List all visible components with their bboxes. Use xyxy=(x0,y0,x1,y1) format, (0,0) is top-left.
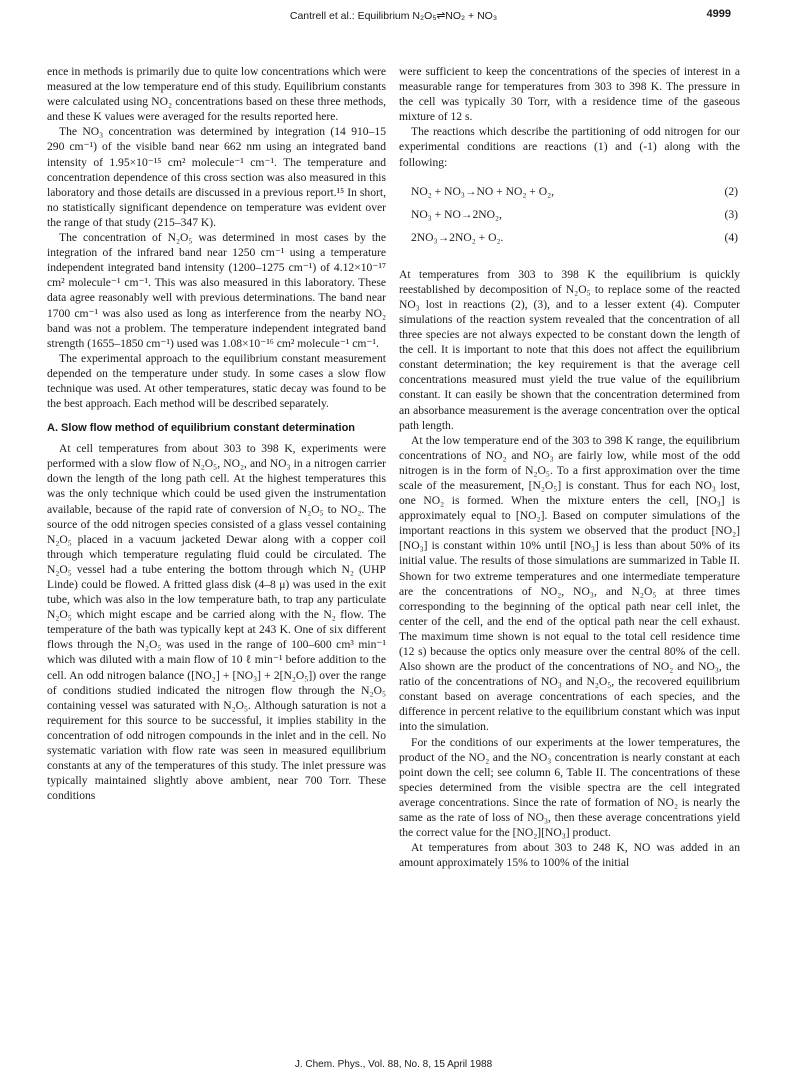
left-column xyxy=(47,64,386,803)
equation-number: (3) xyxy=(724,207,738,221)
paragraph: At temperatures from 303 to 398 K the equilibrium is quickly reestablished by decomposition of N₂O₅ to replace some of the reacted NO₃ lost in reactions (2), (3), and to a lesser extent (4). Computer simulations of the reaction system revealed that the concentration of all three species are not always expected to be constant down the length of the cell. It is important to note that this does not affect the equilibrium constant determination; the key requirement is that the average cell concentrations measured must yield the true value of the equilibrium constant. It can easily be shown that the concentration determined from an absorbance measurement is the average concentration over the optical path length. xyxy=(399,267,740,432)
equation-expression: NO₂ + NO₃→NO + NO₂ + O₂, xyxy=(411,184,555,198)
equation xyxy=(399,226,740,249)
equation-number: (4) xyxy=(724,230,738,244)
running-title: Cantrell et al.: Equilibrium N₂O₅⇌NO₂ + NO₃ xyxy=(289,10,498,22)
journal-citation-footer: J. Chem. Phys., Vol. 88, No. 8, 15 April 1988 xyxy=(294,1059,493,1070)
paragraph: At the low temperature end of the 303 to 398 K range, the equilibrium concentrations of NO₂ and NO₃ are fairly low, while most of the odd nitrogen is in the form of N₂O₅. To a first approximation over the time scale of the measurement, [N₂O₅] is constant. Thus for each NO₃ lost, one NO₂ is formed. When the mixture enters the cell, [NO₃] is approximately equal to [NO₂]. Based on computer simulations of the important reactions in this system we observed that the product [NO₂][NO₃] is constant within 10% until [NO₃] is less than about 50% of its initial value. The results of those simulations are summarized in Table II. Shown for two extreme temperatures and one intermediate temperature are the concentrations of NO₂, NO₃, and N₂O₅ at three times corresponding to the beginning of the optical path near cell inlet, the center of the cell, and the end of the optical path near the cell exhaust. The maximum time shown is not equal to the total cell residence time (12 s) because the optics only measure over the central 80% of the cell. Also shown are the product of the concentrations of NO₂ and NO₃, the ratio of the concentrations of NO₃ and N₂O₅, the recovered equilibrium constant based on average concentrations of each species, and the difference in percent relative to the equilibrium constant which was input into the simulation. xyxy=(399,433,740,734)
section-heading: A. Slow flow method of equilibrium constant determination xyxy=(47,422,356,435)
paragraph: The experimental approach to the equilibrium constant measurement depended on the temperature under study. In some cases a slow flow technique was used. At other temperatures, static decay was found to be the best approach. Each method will be described separately. xyxy=(47,351,386,411)
equation-expression: 2NO₃→2NO₂ + O₂. xyxy=(411,230,504,244)
equation-expression: NO₃ + NO→2NO₂, xyxy=(411,207,502,221)
paragraph: At temperatures from about 303 to 248 K, NO was added in an amount approximately 15% to 100% of the initial xyxy=(399,841,740,870)
paragraph: At cell temperatures from about 303 to 398 K, experiments were performed with a slow flow of N₂O₅, NO₂, and NO₃ in a nitrogen carrier down the length of the long path cell. At the highest temperatures this was the only technique which could be used given the instrumentation available, because of the rapid rate of conversion of N₂O₅ to NO₂. The source of the odd nitrogen species consisted of a glass vessel containing N₂O₅ placed in a vacuum jacketed Dewar along with a copper coil through which temperature regulating fluid could be circulated. The N₂O₅ vessel had a tube entering the bottom through which N₂ (UHP Linde) could be flowed. A fritted glass disk (4–8 μ) was used in the exit tube, which was also in the low temperature bath, to trap any particulate N₂O₅ which might escape and be carried along with the N₂ flow. The temperature of the bath was typically kept at 243 K. One of six different flows through the N₂O₅ was used in the range of 100–600 cm³ min⁻¹ which was diluted with a main flow of 10 ℓ min⁻¹ before addition to the cell. An odd nitrogen balance ([NO₂] + [NO₃] + 2[N₂O₅]) over the range of conditions studied indicated the nitrogen flow through the N₂O₅ containing vessel was saturated with N₂O₅. Although saturation is not a requirement for this source to be successful, it implies stability in the concentration of odd nitrogen compounds in the inlet and in the cell. No systematic variation with flow rate was seen in measured equilibrium constants at any of the temperatures of this study. The inlet pressure was typically maintained slightly above ambient, near 700 Torr. These conditions xyxy=(47,442,386,803)
paragraph: The NO₃ concentration was determined by integration (14 910–15 290 cm⁻¹) of the visible band near 662 nm using an integrated band intensity of 1.95×10⁻¹⁵ cm² molecule⁻¹ cm⁻¹. The temperature and concentration dependence of this cross section was also measured in this laboratory and those details are discussed in a previous report.¹⁵ In short, no statistically significant dependence on temperature was evident over the range of that study (215–347 K). xyxy=(47,125,386,229)
equation xyxy=(399,180,740,203)
paragraph: The reactions which describe the partitioning of odd nitrogen for our experimental conditions are reactions (1) and (-1) along with the following: xyxy=(399,125,740,169)
paragraph: ence in methods is primarily due to quite low concentrations which were measured at the low temperature end of this study. Equilibrium constants were calculated using NO₂ concentrations based on these three methods, and these K values were averaged for the results reported here. xyxy=(47,65,386,124)
paragraph: were sufficient to keep the concentrations of the species of interest in a measurable range for temperatures from 303 to 398 K. The pressure in the cell was typically 30 Torr, with a residence time of the gaseous mixture of 12 s. xyxy=(399,65,740,124)
paragraph: The concentration of N₂O₅ was determined in most cases by the integration of the infrared band near 1250 cm⁻¹ using a temperature independent integrated band intensity (1200–1275 cm⁻¹) of 4.12×10⁻¹⁷ cm² molecule⁻¹ cm⁻¹. This was also measured in this laboratory. These data agree reasonably well with previous determinations. The band near 1700 cm⁻¹ was also used as long as interference from the nearby NO₂ band was not a problem. The temperature independent integrated band strength (1655–1850 cm⁻¹) used was 1.08×10⁻¹⁶ cm² molecule⁻¹ cm⁻¹. xyxy=(47,231,386,350)
equation xyxy=(399,203,740,226)
page-number: 4999 xyxy=(706,8,731,20)
right-column xyxy=(399,64,740,870)
running-header xyxy=(0,8,787,26)
paragraph: For the conditions of our experiments at the lower temperatures, the product of the NO₂ and the NO₃ concentration is nearly constant at each point down the cell; see column 6, Table II. The concentrations of these species determined from the visible spectra are the cell integrated average concentrations. Since the rate of formation of NO₂ is nearly the same as the rate of loss of NO₃, then these average concentrations yield the correct value for the [NO₂][NO₃] product. xyxy=(399,735,740,840)
equation-block xyxy=(399,180,740,249)
equation-number: (2) xyxy=(724,184,738,198)
